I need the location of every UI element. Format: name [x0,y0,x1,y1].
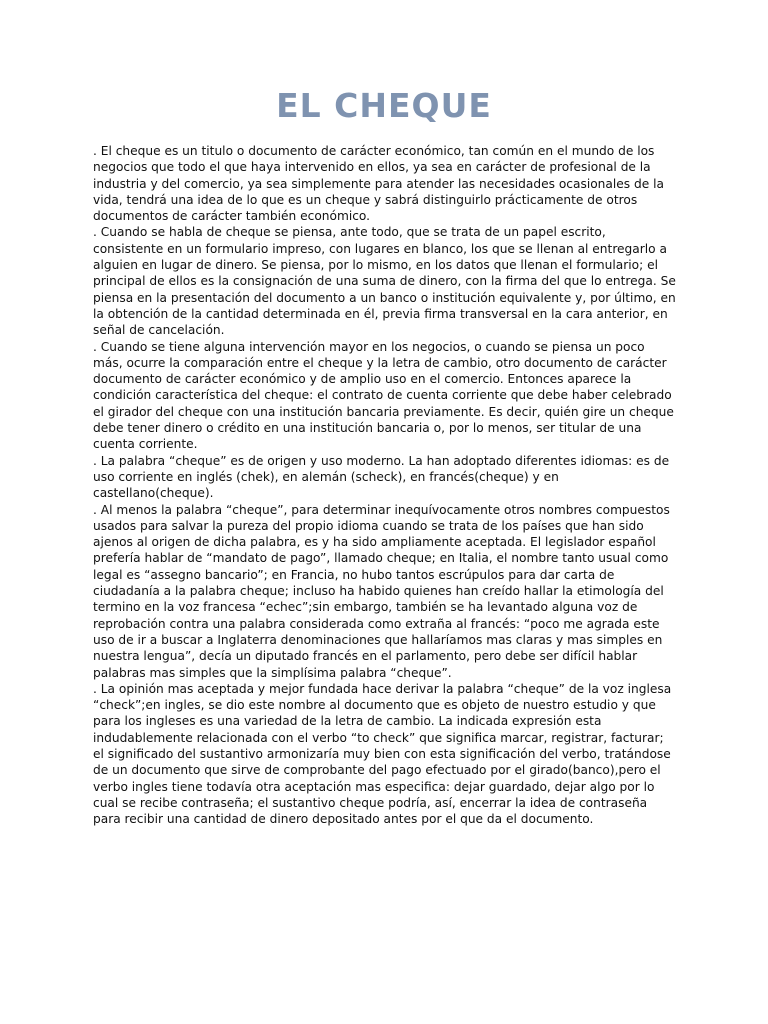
paragraph-2: . Cuando se habla de cheque se piensa, ante todo, que se trata de un papel escrito, consistente en un formulario impreso, con lugares en blanco, los que se llenan al entregarlo a alguien en lugar de dinero. Se piensa, por lo mismo, en los datos que llenan el formulario; el principal de ellos es la consignación de una suma de dinero, con la firma del que lo entrega. Se piensa en la presentación del documento a un banco o institución equivalente y, por último, en la obtención de la cantidad determinada en él, previa firma transversal en la cara anterior, en señal de cancelación. [93,225,676,338]
paragraph-1: . El cheque es un titulo o documento de carácter económico, tan común en el mundo de los negocios que todo el que haya intervenido en ellos, ya sea en carácter de profesional de la industria y del comercio, ya sea simplemente para atender las necesidades ocasionales de la vida, tendrá una idea de lo que es un cheque y sabrá distinguirlo prácticamente de otros documentos de carácter también económico. [93,144,664,224]
paragraph-6: . La opinión mas aceptada y mejor fundada hace derivar la palabra “cheque” de la voz inglesa “check”;en ingles, se dio este nombre al documento que es objeto de nuestro estudio y que para los ingleses es una variedad de la letra de cambio. La indicada expresión esta indudablemente relacionada con el verbo “to check” que significa marcar, registrar, facturar; el significado del sustantivo armonizaría muy bien con esta significación del verbo, tratándose de un documento que sirve de comprobante del pago efectuado por el girado(banco),pero el verbo ingles tiene todavía otra aceptación mas especifica: dejar guardado, dejar algo por lo cual se recibe contraseña; el sustantivo cheque podría, así, encerrar la idea de contraseña para recibir una cantidad de dinero depositado antes por el que da el documento. [93,681,672,827]
paragraph-5: . Al menos la palabra “cheque”, para determinar inequívocamente otros nombres compuestos usados para salvar la pureza del propio idioma cuando se trata de los países que han sido ajenos al origen de dicha palabra, es y ha sido ampliamente aceptada. El legislador español prefería hablar de “mandato de pago”, llamado cheque; en Italia, el nombre tanto usual como legal es “assegno bancario”; en Francia, no hubo tantos escrúpulos para dar carta de ciudadanía a la palabra cheque; incluso ha habido quienes han creído hallar la etimología del termino en la voz francesa “echec”;sin embargo, también se ha levantado alguna voz de reprobación contra una palabra considerada como extraña al francés: “poco me agrada este uso de ir a buscar a Inglaterra denominaciones que hallaríamos mas claras y mas simples en nuestra lengua”, decía un diputado francés en el parlamento, pero debe ser difícil hablar palabras mas simples que la simplísima palabra “cheque”. [93,502,670,680]
document-body [93,143,676,827]
paragraph-3: . Cuando se tiene alguna intervención mayor en los negocios, o cuando se piensa un poco más, ocurre la comparación entre el cheque y la letra de cambio, otro documento de carácter documento de carácter económico y de amplio uso en el comercio. Entonces aparece la condición característica del cheque: el contrato de cuenta corriente que debe haber celebrado el girador del cheque con una institución bancaria previamente. Es decir, quién gire un cheque debe tener dinero o crédito en una institución bancaria o, por lo menos, ser titular de una cuenta corriente. [93,339,674,452]
document-title: EL CHEQUE [276,86,492,125]
paragraph-4: . La palabra “cheque” es de origen y uso moderno. La han adoptado diferentes idiomas: es de uso corriente en inglés (chek), en alemán (scheck), en francés(cheque) y en castellano(cheque). [93,453,670,501]
